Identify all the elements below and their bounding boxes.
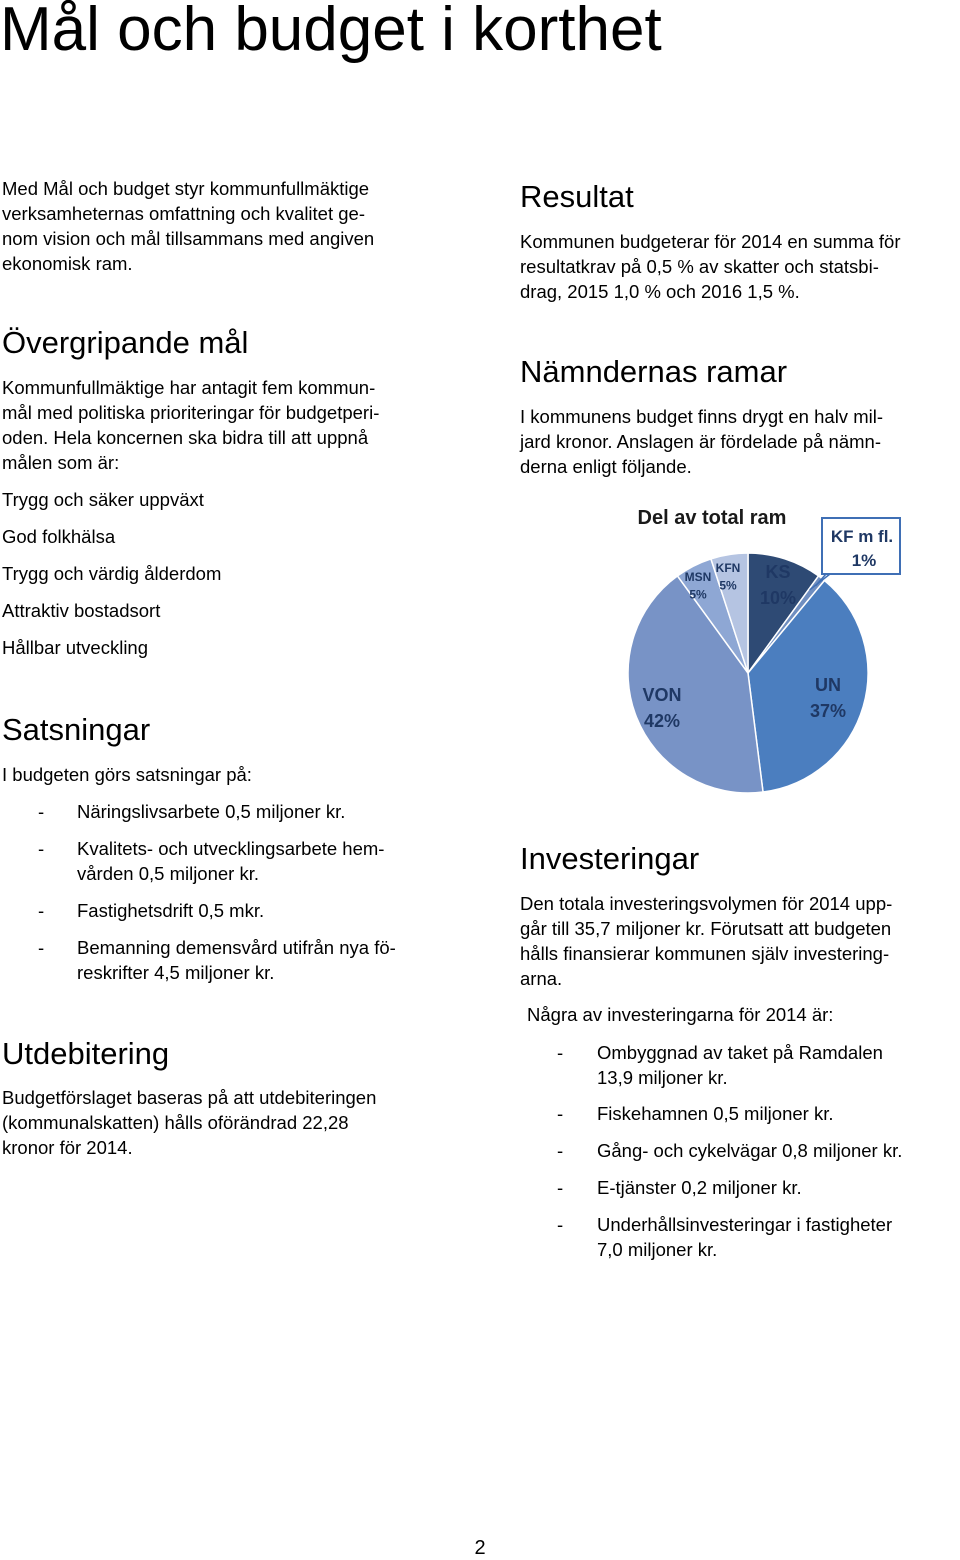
namndernas-line: derna enligt följande. (520, 456, 692, 477)
budget-pie-chart (600, 495, 920, 805)
list-dash: - (38, 838, 45, 859)
resultat-line: drag, 2015 1,0 % och 2016 1,5 %. (520, 281, 800, 302)
resultat-heading: Resultat (520, 179, 634, 214)
list-dash: - (557, 1177, 564, 1198)
utdebitering-paragraph (2, 1085, 462, 1160)
pie-label-msn: MSN (684, 570, 712, 584)
pie-label-kfn: KFN (715, 561, 741, 575)
overgripande-line: målen som är: (2, 452, 120, 473)
pie-label-von: VON (642, 685, 682, 705)
satsningar-heading: Satsningar (2, 712, 151, 747)
overgripande-heading: Övergripande mål (2, 325, 249, 360)
overgripande-line: Kommunfullmäktige har antagit fem kommun- (2, 377, 376, 398)
list-dash: - (38, 900, 45, 921)
pie-slices (628, 553, 868, 793)
utdebitering-line: Budgetförslaget baseras på att utdebiteringen (2, 1087, 377, 1108)
pie-value-ks: 10% (759, 588, 797, 609)
overgripande-line: mål med politiska prioriteringar för budgetperi- (2, 402, 380, 423)
pie-label-kf-m-fl: KF m fl. (830, 527, 894, 546)
utdebitering-line: (kommunalskatten) hålls oförändrad 22,28 (2, 1112, 349, 1133)
page-title: Mål och budget i korthet (0, 0, 662, 64)
investeringar-line: hålls finansierar kommunen själv investering- (520, 943, 890, 964)
investeringar-paragraph (520, 891, 960, 991)
pie-label-ks: KS (765, 562, 791, 582)
investeringar-line: arna. (520, 968, 563, 989)
pie-value-kfn: 5% (719, 578, 737, 593)
overgripande-paragraph (2, 375, 452, 475)
pie-value-un: 37% (809, 701, 847, 722)
intro-line: verksamheternas omfattning och kvalitet ge- (2, 203, 365, 224)
namndernas-heading: Nämndernas ramar (520, 354, 788, 389)
list-dash: - (557, 1103, 564, 1124)
list-dash: - (557, 1214, 564, 1235)
investeringar-line: Den totala investeringsvolymen för 2014 upp- (520, 893, 893, 914)
resultat-paragraph (520, 229, 960, 304)
goal-item: Hållbar utveckling (2, 637, 149, 658)
intro-line: Med Mål och budget styr kommunfullmäktige (2, 178, 370, 199)
namndernas-line: jard kronor. Anslagen är fördelade på nämn- (520, 431, 881, 452)
chart-title: Del av total ram (637, 507, 787, 529)
namndernas-line: I kommunens budget finns drygt en halv mil- (520, 406, 883, 427)
pie-label-un: UN (815, 675, 841, 695)
intro-line: nom vision och mål tillsammans med angiven (2, 228, 375, 249)
resultat-line: resultatkrav på 0,5 % av skatter och statsbi- (520, 256, 879, 277)
intro-line: ekonomisk ram. (2, 253, 133, 274)
page-number: 2 (474, 1537, 486, 1559)
list-dash: - (557, 1042, 564, 1063)
pie-value-kf-m-fl: 1% (851, 551, 877, 570)
goal-item: God folkhälsa (2, 526, 116, 547)
list-dash: - (38, 937, 45, 958)
satsningar-intro: I budgeten görs satsningar på: (2, 764, 252, 785)
pie-value-msn: 5% (689, 587, 707, 602)
utdebitering-line: kronor för 2014. (2, 1137, 133, 1158)
goal-item: Trygg och säker uppväxt (2, 489, 204, 510)
intro-paragraph (2, 176, 452, 276)
overgripande-line: oden. Hela koncernen ska bidra till att uppnå (2, 427, 369, 448)
namndernas-paragraph (520, 404, 960, 479)
list-dash: - (38, 801, 45, 822)
investeringar-line: går till 35,7 miljoner kr. Förutsatt att budgeten (520, 918, 892, 939)
pie-value-von: 42% (643, 711, 681, 732)
utdebitering-heading: Utdebitering (2, 1036, 170, 1071)
goal-item: Trygg och värdig ålderdom (2, 563, 222, 584)
list-dash: - (557, 1140, 564, 1161)
investeringar-sub-intro: Några av investeringarna för 2014 är: (527, 1004, 834, 1025)
goal-item: Attraktiv bostadsort (2, 600, 161, 621)
resultat-line: Kommunen budgeterar för 2014 en summa för (520, 231, 901, 252)
investeringar-heading: Investeringar (520, 841, 700, 876)
